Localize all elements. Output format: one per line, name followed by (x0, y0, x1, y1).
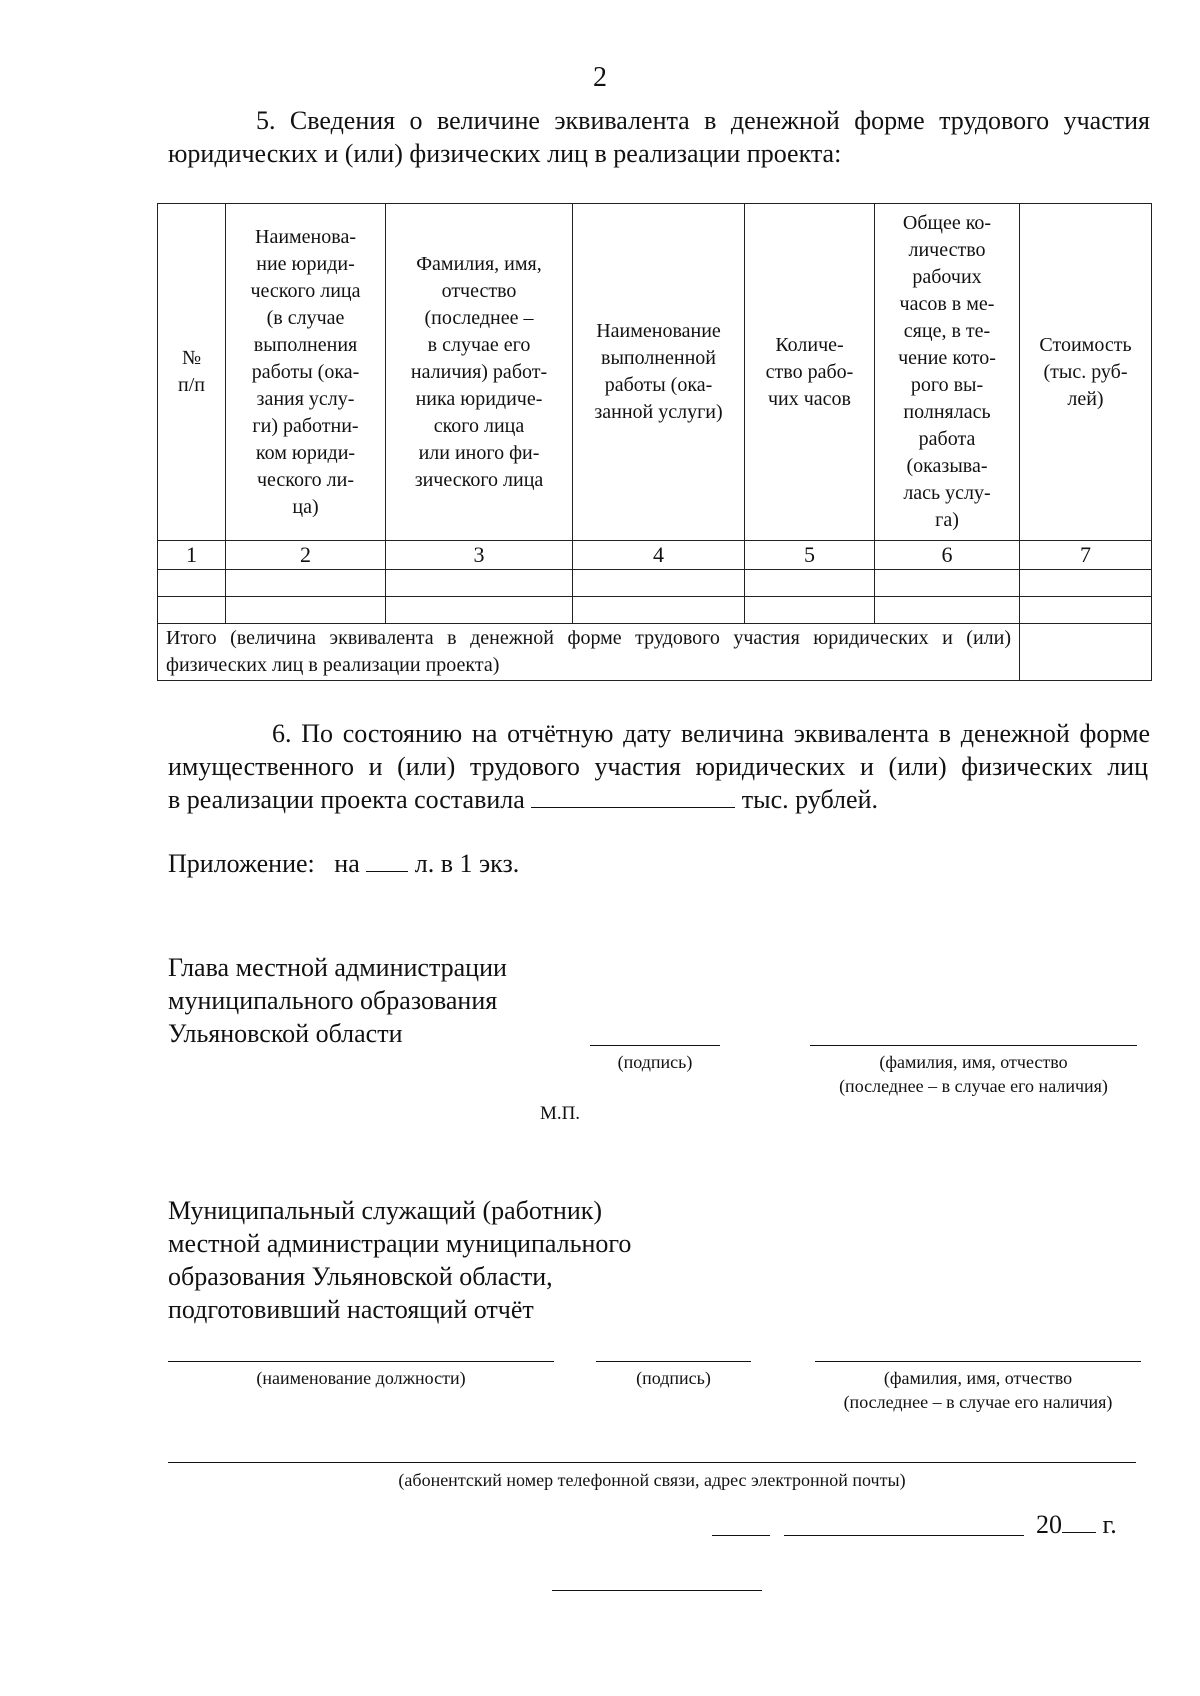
header-cell-2: Наименова- ние юриди- ческого лица (в случае выполнения работы (ока- зания услу- ги) работни- ком юриди- ческого ли- ца) (226, 204, 386, 541)
labor-equivalent-table (157, 203, 1152, 681)
table-cell[interactable] (745, 570, 875, 597)
employee-signature-caption: (подпись) (636, 1368, 711, 1388)
sheets-count-blank[interactable] (366, 849, 408, 872)
employee-position-line[interactable] (168, 1361, 554, 1362)
header-cell-5: Количе- ство рабо- чих часов (745, 204, 875, 541)
employee-title-line-2: местной администрации муниципального (168, 1229, 632, 1258)
head-title-line-1: Глава местной администрации (168, 953, 507, 982)
head-name-caption-2: (последнее – в случае его наличия) (839, 1076, 1108, 1096)
total-value-cell[interactable] (1020, 624, 1152, 681)
table-cell[interactable] (1020, 570, 1152, 597)
column-number: 6 (875, 541, 1020, 570)
table-row (158, 570, 1152, 597)
head-title-line-3: Ульяновской области (168, 1019, 403, 1048)
employee-name-caption-1: (фамилия, имя, отчество (883, 1368, 1073, 1388)
column-number: 5 (745, 541, 875, 570)
employee-title-line-3: образования Ульяновской области, (168, 1262, 553, 1291)
contact-line[interactable] (168, 1462, 1136, 1463)
employee-title-line-4: подготовивший настоящий отчёт (168, 1295, 534, 1324)
contact-caption: (абонентский номер телефонной связи, адрес электронной почты) (398, 1470, 906, 1490)
employee-name-line[interactable] (815, 1361, 1141, 1362)
table-cell[interactable] (386, 570, 573, 597)
table-row (158, 597, 1152, 624)
column-number: 2 (226, 541, 386, 570)
header-cell-7: Стоимость (тыс. руб- лей) (1020, 204, 1152, 541)
appendix-label: Приложение: (168, 849, 315, 878)
amount-blank[interactable] (531, 785, 735, 808)
table-cell[interactable] (745, 597, 875, 624)
employee-signature-line[interactable] (596, 1361, 751, 1362)
header-cell-4: Наименование выполненной работы (ока- занной услуги) (573, 204, 745, 541)
table-cell[interactable] (573, 570, 745, 597)
table-cell[interactable] (573, 597, 745, 624)
table-cell[interactable] (158, 570, 226, 597)
employee-name-caption-2: (последнее – в случае его наличия) (843, 1392, 1113, 1412)
table-cell[interactable] (1020, 597, 1152, 624)
table-header-row (158, 204, 1152, 541)
column-number: 4 (573, 541, 745, 570)
year-blank[interactable] (1062, 1512, 1096, 1533)
table-cell[interactable] (875, 597, 1020, 624)
column-number: 7 (1020, 541, 1152, 570)
total-label: Итого (величина эквивалента в денежной форме трудового участия юридических и (или) физических лиц в реализации проекта) (158, 624, 1020, 681)
date-year (1036, 1510, 1156, 1540)
head-name-caption-1: (фамилия, имя, отчество (879, 1052, 1068, 1072)
appendix-sheets: л. в 1 экз. (414, 849, 520, 878)
year-suffix: г. (1102, 1510, 1117, 1539)
head-signature-caption: (подпись) (617, 1052, 693, 1072)
section6-line2: имущественного и (или) трудового участия юридических и (или) физических лиц (168, 752, 1148, 781)
header-cell-6: Общее ко- личество рабочих часов в ме- сяце, в те- чение кото- рого вы- полнялась работа (оказыва- лась услу- га) (875, 204, 1020, 541)
section6-line3-end: тыс. рублей. (741, 785, 878, 814)
section5-line1: 5. Сведения о величине эквивалента в денежной форме трудового участия (256, 106, 1150, 135)
section6-line3 (168, 783, 1148, 816)
appendix-on: на (334, 849, 360, 878)
employee-title-line-1: Муниципальный служащий (работник) (168, 1196, 603, 1225)
section6-line3-start: в реализации проекта составила (168, 785, 525, 814)
header-cell-1: № п/п (158, 204, 226, 541)
head-title-line-2: муниципального образования (168, 986, 498, 1015)
table-cell[interactable] (158, 597, 226, 624)
bottom-separator-line (552, 1590, 762, 1591)
employee-position-caption: (наименование должности) (256, 1368, 466, 1388)
table-cell[interactable] (226, 570, 386, 597)
table-cell[interactable] (875, 570, 1020, 597)
head-name-line[interactable] (810, 1045, 1137, 1046)
appendix-line (168, 847, 768, 880)
date-month-line[interactable] (784, 1535, 1024, 1536)
section5-line2: юридических и (или) физических лиц в реализации проекта: (168, 139, 842, 168)
column-number-row (158, 541, 1152, 570)
column-number: 1 (158, 541, 226, 570)
total-row (158, 624, 1152, 681)
table-cell[interactable] (226, 597, 386, 624)
date-day-line[interactable] (712, 1535, 770, 1536)
table-cell[interactable] (386, 597, 573, 624)
header-cell-3: Фамилия, имя, отчество (последнее – в случае его наличия) работ- ника юридиче- ского лица или иного фи- зического лица (386, 204, 573, 541)
year-prefix: 20 (1036, 1510, 1062, 1539)
stamp-place: М.П. (539, 1103, 581, 1124)
page-number: 2 (593, 62, 607, 93)
section6-line1: 6. По состоянию на отчётную дату величина эквивалента в денежной форме (272, 719, 1150, 748)
column-number: 3 (386, 541, 573, 570)
head-signature-line[interactable] (590, 1045, 720, 1046)
